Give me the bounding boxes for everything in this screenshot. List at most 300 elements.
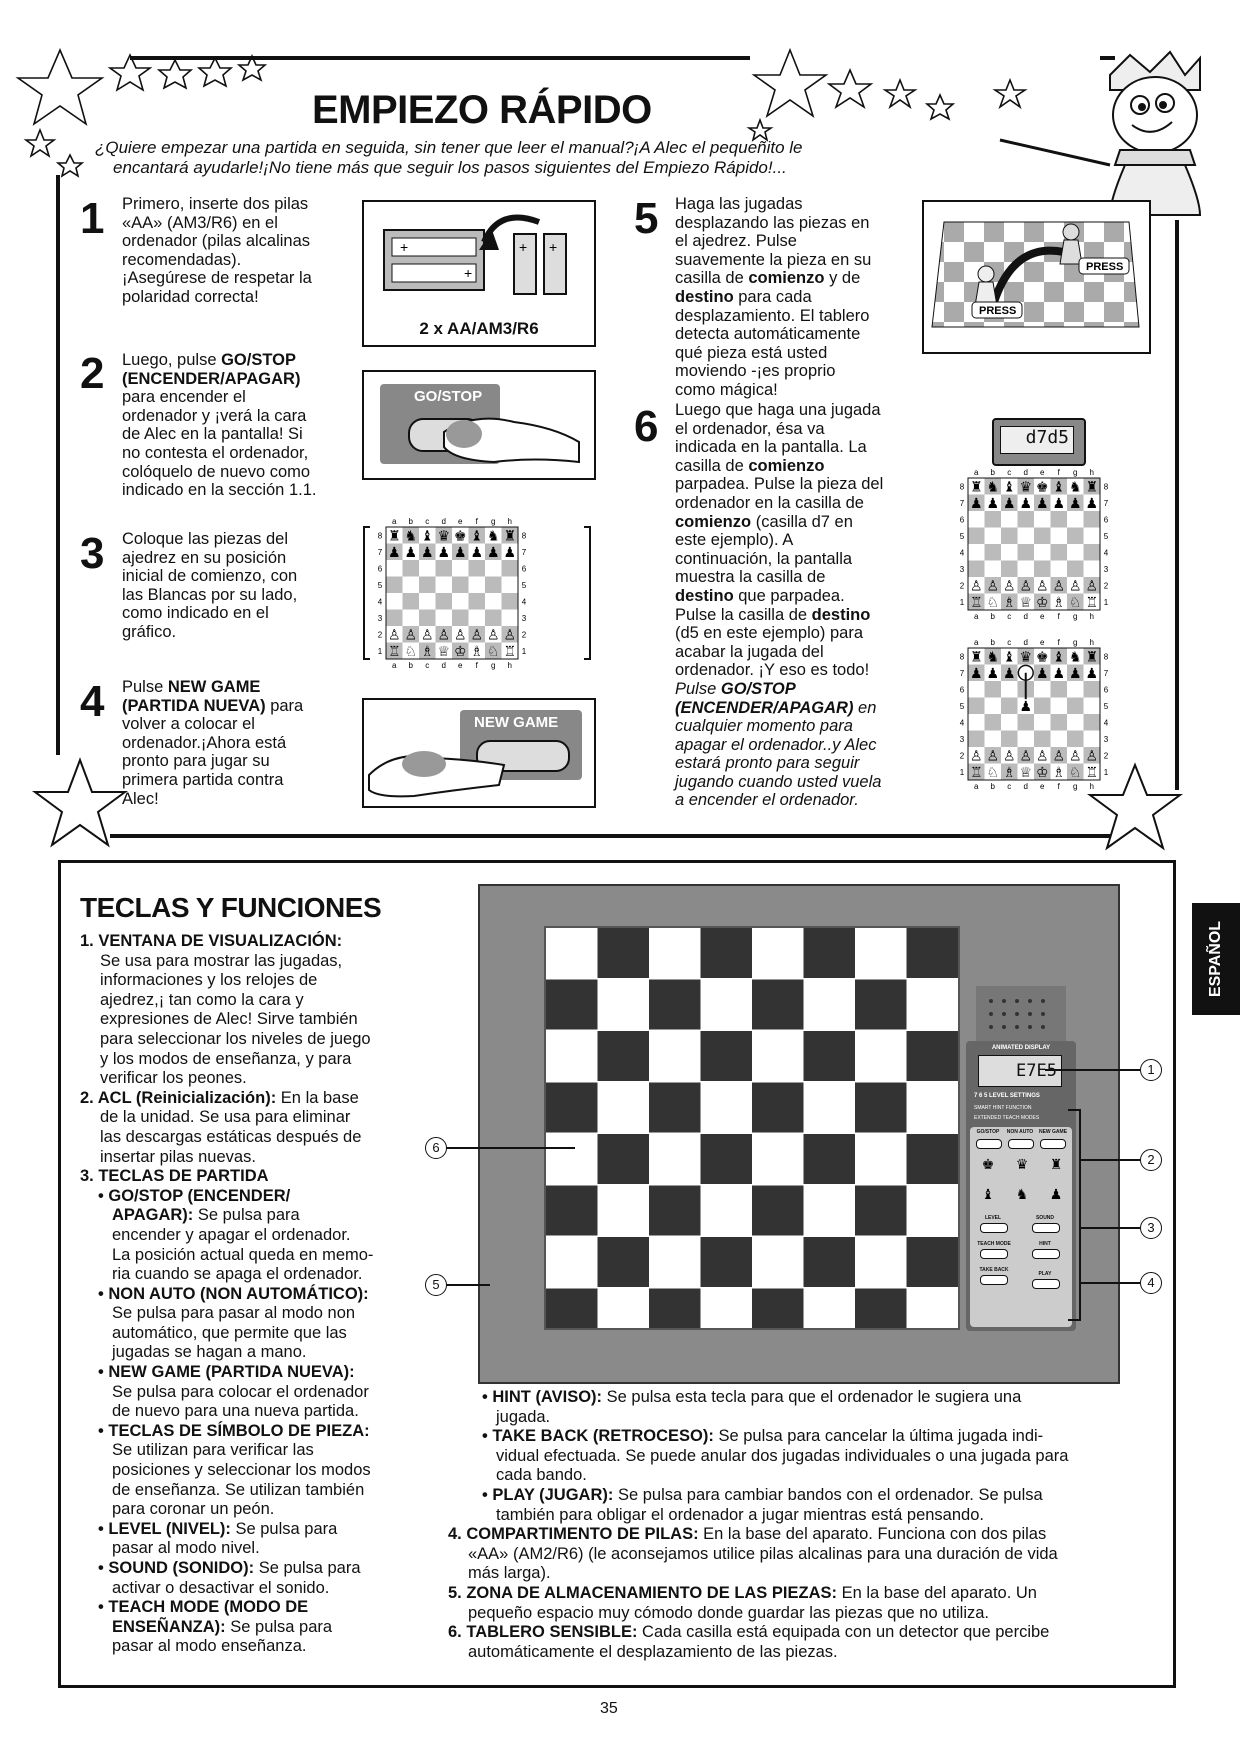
btn-label: PLAY	[1038, 1271, 1052, 1277]
step-line: «AA» (AM3/R6) en el	[122, 213, 278, 232]
chess-piece: ♘	[486, 644, 500, 661]
chess-piece: ♕	[1019, 765, 1033, 782]
step-line: indicado en la sección 1.1.	[122, 481, 317, 500]
btn-label: GO/STOP	[976, 1129, 1000, 1135]
step-5-text	[675, 195, 915, 400]
chess-piece: ♟	[387, 545, 401, 562]
function-line: 3. TECLAS DE PARTIDA	[80, 1167, 269, 1186]
rank-label: 5	[1103, 701, 1109, 711]
step-line: primera partida contra	[122, 770, 284, 789]
function-line: Se utilizan para verificar las	[112, 1441, 314, 1460]
rank-label: 3	[959, 564, 965, 574]
board-square	[1067, 731, 1084, 748]
board-square	[985, 714, 1002, 731]
board-square	[855, 1083, 907, 1133]
step-line: acabar la jugada del	[675, 642, 824, 661]
chess-piece: ♙	[986, 748, 1000, 765]
board-square	[855, 1031, 907, 1081]
board-square	[436, 610, 453, 627]
file-label: h	[507, 661, 512, 670]
sound-button[interactable]	[1032, 1223, 1060, 1233]
board-square	[1084, 528, 1101, 545]
board-square	[419, 577, 436, 594]
board-square	[855, 1289, 907, 1329]
board-square	[804, 980, 856, 1030]
mini-display	[992, 418, 1086, 466]
board-square	[485, 560, 502, 577]
board-square	[502, 577, 519, 594]
board-square	[485, 593, 502, 610]
newgame-label: NEW GAME	[474, 714, 559, 731]
chess-piece: ♙	[1019, 748, 1033, 765]
board-square	[1051, 544, 1068, 561]
function-line: de nuevo para una nueva partida.	[112, 1402, 359, 1421]
board-square	[546, 980, 598, 1030]
board-square	[1018, 561, 1035, 578]
step-line: este ejemplo). A	[675, 531, 794, 550]
step-line: jugando cuando usted vuela	[675, 772, 882, 791]
file-label: d	[1023, 612, 1028, 621]
board-square	[1084, 714, 1101, 731]
function-line: 1. VENTANA DE VISUALIZACIÓN:	[80, 932, 343, 950]
board-square	[469, 577, 486, 594]
file-label: g	[1073, 638, 1078, 647]
board-square	[485, 577, 502, 594]
board-square	[752, 1031, 804, 1081]
step-line: estará pronto para seguir	[675, 754, 860, 773]
file-label: h	[1089, 638, 1094, 647]
step-line: ordenador en la casilla de	[675, 493, 864, 512]
board-square	[502, 610, 519, 627]
board-square	[907, 1134, 959, 1184]
chess-piece: ♖	[1085, 765, 1099, 782]
board-square	[598, 1237, 650, 1287]
step-line: Luego que haga una jugada	[675, 401, 881, 419]
step-line: parpadea. Pulse la pieza del	[675, 475, 884, 494]
step-line: desplazamiento. El tablero	[675, 306, 870, 325]
board-square	[452, 560, 469, 577]
board-square	[1001, 714, 1018, 731]
board-square	[855, 980, 907, 1030]
bishop-icon: ♝	[981, 1187, 995, 1203]
chess-piece: ♙	[486, 627, 500, 644]
file-label: a	[974, 782, 979, 791]
chess-piece: ♖	[969, 765, 983, 782]
board-square	[804, 1237, 856, 1287]
chess-piece: ♗	[1002, 595, 1016, 612]
chess-piece: ♔	[453, 644, 467, 661]
page-title: EMPIEZO RÁPIDO	[312, 88, 652, 132]
chess-piece: ♙	[404, 627, 418, 644]
board-square	[804, 1289, 856, 1329]
board-square	[985, 528, 1002, 545]
board-square	[1051, 681, 1068, 698]
chess-piece: ♟	[969, 666, 983, 683]
rank-label: 8	[521, 531, 527, 541]
rank-label: 8	[1103, 482, 1109, 492]
hand-icon	[434, 402, 584, 472]
chess-piece: ♟	[986, 666, 1000, 683]
board-square	[985, 511, 1002, 528]
svg-text:+: +	[464, 265, 473, 281]
step-number: 1	[80, 194, 105, 243]
play-button[interactable]	[1032, 1279, 1060, 1289]
chess-piece: ♟	[404, 545, 418, 562]
rank-label: 3	[959, 734, 965, 744]
board-square	[598, 980, 650, 1030]
board-square	[701, 1289, 753, 1329]
rank-label: 5	[959, 531, 965, 541]
rank-label: 1	[1103, 767, 1109, 777]
board-square	[701, 928, 753, 978]
chess-piece: ♙	[1068, 748, 1082, 765]
step-line: desplazando las piezas en	[675, 213, 870, 232]
step-line: Primero, inserte dos pilas	[122, 195, 309, 213]
hint-button[interactable]	[1032, 1249, 1060, 1259]
board-square	[968, 511, 985, 528]
board-square	[649, 1134, 701, 1184]
press-label: PRESS	[1086, 261, 1124, 273]
board-square	[1084, 511, 1101, 528]
board-square	[1034, 544, 1051, 561]
file-label: a	[392, 517, 397, 526]
board-square	[752, 1083, 804, 1133]
function-line: de enseñanza. Se utilizan también	[112, 1480, 365, 1499]
btn-label: TEACH MODE	[977, 1241, 1011, 1247]
chess-piece: ♙	[1019, 578, 1033, 595]
board-square	[752, 1134, 804, 1184]
board-square	[502, 560, 519, 577]
step-line: a encender el ordenador.	[675, 791, 859, 810]
board-square	[649, 928, 701, 978]
board-square	[1084, 561, 1101, 578]
callout-5: 5	[425, 1274, 447, 1296]
board-square	[403, 593, 420, 610]
file-label: e	[1040, 638, 1045, 647]
board-square	[1018, 714, 1035, 731]
newgame-illustration	[362, 698, 596, 808]
rank-label: 2	[959, 581, 965, 591]
step-line: para encender el	[122, 388, 246, 407]
step-line: como indicado en el	[122, 604, 269, 623]
function-line: insertar pilas nuevas.	[100, 1147, 256, 1166]
function-line: ENSEÑANZA): Se pulsa para	[112, 1617, 333, 1636]
level-button[interactable]	[980, 1223, 1008, 1233]
chess-piece: ♜	[1085, 479, 1099, 496]
rank-label: 1	[1103, 597, 1109, 607]
display-label: ANIMATED DISPLAY	[991, 1045, 1051, 1051]
step-line: las Blancas por su lado,	[122, 585, 298, 604]
chess-piece: ♗	[470, 644, 484, 661]
chess-piece: ♞	[986, 649, 1000, 666]
file-label: d	[441, 517, 446, 526]
option-label: EXTENDED TEACH MODES	[974, 1115, 1040, 1121]
file-label: g	[491, 661, 496, 670]
file-label: c	[425, 661, 430, 670]
rank-label: 2	[521, 630, 527, 640]
file-label: h	[507, 517, 512, 526]
function-line: • TEACH MODE (MODO DE	[98, 1598, 309, 1617]
board-square	[855, 1237, 907, 1287]
function-line: y los modos de enseñanza, y para	[100, 1049, 352, 1068]
board-square	[386, 560, 403, 577]
file-label: b	[990, 468, 995, 477]
step-line: ordenador y ¡verá la cara	[122, 406, 307, 425]
file-label: b	[990, 782, 995, 791]
btn-label: NON AUTO	[1006, 1129, 1034, 1135]
board-square	[469, 560, 486, 577]
file-label: a	[974, 638, 979, 647]
board-square	[1067, 544, 1084, 561]
chess-piece: ♛	[1019, 649, 1033, 666]
function-line: 6. TABLERO SENSIBLE: Cada casilla está equipada con un detector que percibe	[448, 1623, 1050, 1642]
board-square	[403, 610, 420, 627]
board-square	[1018, 528, 1035, 545]
takeback-button[interactable]	[980, 1275, 1008, 1285]
board-square	[598, 1083, 650, 1133]
file-label: a	[974, 612, 979, 621]
chess-piece: ♝	[1002, 649, 1016, 666]
function-line: • PLAY (JUGAR): Se pulsa para cambiar bandos con el ordenador. Se pulsa	[482, 1485, 1043, 1504]
step-line: qué pieza está usted	[675, 343, 828, 362]
board-square	[546, 1134, 598, 1184]
chess-piece: ♟	[1035, 666, 1049, 683]
file-label: f	[1057, 612, 1060, 621]
chess-piece: ♟	[1052, 666, 1066, 683]
board-square	[419, 593, 436, 610]
step-line: polaridad correcta!	[122, 287, 259, 306]
chess-piece: ♟	[1002, 496, 1016, 513]
chess-piece: ♜	[969, 479, 983, 496]
chess-piece: ♟	[986, 496, 1000, 513]
callout-4: 4	[1140, 1272, 1162, 1294]
step-line: casilla de comienzo y de	[675, 269, 861, 288]
functions-right-list	[448, 1388, 1148, 1662]
function-line: pasar al modo nivel.	[112, 1539, 260, 1558]
file-label: f	[475, 517, 478, 526]
function-line: • TAKE BACK (RETROCESO): Se pulsa para cancelar la última jugada indi-	[482, 1427, 1044, 1446]
chess-piece: ♞	[404, 528, 418, 545]
chess-piece: ♘	[986, 595, 1000, 612]
chess-piece: ♗	[1052, 595, 1066, 612]
chess-piece: ♟	[503, 545, 517, 562]
step-number: 6	[634, 402, 659, 451]
board-square	[855, 928, 907, 978]
king-icon: ♚	[981, 1157, 995, 1173]
file-label: e	[458, 661, 463, 670]
file-label: b	[408, 517, 413, 526]
function-line: más larga).	[468, 1564, 551, 1583]
callout-3: 3	[1140, 1217, 1162, 1239]
function-line: ria cuando se apaga el ordenador.	[112, 1265, 363, 1284]
step-line: Pulse NEW GAME	[122, 678, 261, 696]
newgame-button[interactable]	[1040, 1139, 1066, 1149]
btn-label: LEVEL	[984, 1215, 1002, 1221]
board-square	[985, 731, 1002, 748]
file-label: g	[1073, 612, 1078, 621]
function-line: de la unidad. Se usa para eliminar	[100, 1108, 351, 1127]
intro-line: encantará ayudarle!¡No tiene más que seguir los pasos siguientes del Empiezo Rápido!...	[113, 158, 787, 177]
function-line: Se usa para mostrar las jugadas,	[100, 951, 343, 970]
page-number: 35	[600, 1700, 618, 1717]
board-square	[1034, 731, 1051, 748]
board-square	[485, 610, 502, 627]
board-square	[452, 610, 469, 627]
chess-piece: ♟	[1068, 666, 1082, 683]
board-square	[1051, 698, 1068, 715]
board-square	[546, 1289, 598, 1329]
function-line: • TECLAS DE SÍMBOLO DE PIEZA:	[98, 1421, 370, 1440]
board-square	[1051, 528, 1068, 545]
function-line: APAGAR): Se pulsa para	[112, 1206, 300, 1225]
file-label: h	[1089, 782, 1094, 791]
step-line: (ENCENDER/APAGAR)	[122, 369, 301, 388]
step-line: (PARTIDA NUEVA) para	[122, 696, 304, 715]
file-label: d	[1023, 782, 1028, 791]
step-line: gráfico.	[122, 622, 177, 641]
chess-piece: ♜	[969, 649, 983, 666]
gostop-button[interactable]	[976, 1139, 1002, 1149]
function-line: para coronar un peón.	[112, 1500, 275, 1519]
rank-label: 4	[377, 597, 383, 607]
board-square	[1084, 544, 1101, 561]
board-square	[546, 928, 598, 978]
rank-label: 1	[377, 646, 383, 656]
function-line: 2. ACL (Reinicialización): En la base	[80, 1088, 359, 1107]
chess-computer-device	[478, 884, 1120, 1384]
step-line: inicial de comienzo, con	[122, 567, 298, 586]
chess-piece: ♙	[1085, 748, 1099, 765]
function-line: informaciones y los relojes de	[100, 971, 318, 990]
file-label: c	[1007, 468, 1012, 477]
teach-mode-button[interactable]	[980, 1249, 1008, 1259]
board-square	[1001, 561, 1018, 578]
file-label: f	[475, 661, 478, 670]
board-square	[1034, 528, 1051, 545]
board-square	[907, 980, 959, 1030]
board-square	[546, 1186, 598, 1236]
file-label: d	[1023, 638, 1028, 647]
chess-piece: ♞	[486, 528, 500, 545]
step-line: destino que parpadea.	[675, 586, 845, 605]
chess-piece: ♖	[387, 644, 401, 661]
board-square	[502, 593, 519, 610]
board-square	[968, 544, 985, 561]
board-square	[403, 560, 420, 577]
btn-label: HINT	[1039, 1241, 1051, 1247]
callout-6: 6	[425, 1137, 447, 1159]
big-board-grid	[546, 928, 958, 1328]
chess-piece: ♟	[1085, 666, 1099, 683]
chess-piece: ♚	[1035, 479, 1049, 496]
rank-label: 7	[521, 547, 527, 557]
step-line: (ENCENDER/APAGAR) en	[675, 698, 877, 717]
rank-label: 6	[377, 564, 383, 574]
chess-piece: ♜	[387, 528, 401, 545]
function-line: Se pulsa para colocar el ordenador	[112, 1382, 369, 1401]
chess-piece: ♜	[1085, 649, 1099, 666]
nonauto-button[interactable]	[1008, 1139, 1034, 1149]
board-square	[907, 928, 959, 978]
board-square	[1051, 561, 1068, 578]
svg-text:+: +	[549, 239, 558, 255]
chess-piece: ♟	[1002, 666, 1016, 683]
board-square	[1051, 731, 1068, 748]
hand-icon	[364, 730, 514, 802]
board-square	[436, 593, 453, 610]
file-label: c	[1007, 638, 1012, 647]
storage-panel	[976, 986, 1066, 1046]
function-line: Se pulsa para pasar al modo non	[112, 1304, 356, 1323]
file-label: g	[1073, 782, 1078, 791]
board-square	[1067, 528, 1084, 545]
step-number: 4	[80, 677, 105, 726]
function-line: las descargas estáticas después de	[100, 1127, 362, 1146]
file-label: c	[1007, 612, 1012, 621]
intro-line: ¿Quiere empezar una partida en seguida, sin tener que leer el manual?¡A Alec el pequeñito le	[95, 138, 803, 157]
board-square	[469, 593, 486, 610]
press-illustration	[922, 200, 1151, 354]
board-square	[1034, 511, 1051, 528]
function-line: posiciones y seleccionar los modos	[112, 1461, 371, 1480]
chess-piece: ♟	[1052, 496, 1066, 513]
board-square	[968, 731, 985, 748]
chess-piece: ♙	[470, 627, 484, 644]
rank-label: 5	[377, 580, 383, 590]
board-square	[701, 980, 753, 1030]
chess-piece: ♕	[437, 644, 451, 661]
chess-piece: ♕	[1019, 595, 1033, 612]
chess-piece: ♘	[404, 644, 418, 661]
chess-piece: ♟	[470, 545, 484, 562]
btn-label: NEW GAME	[1038, 1129, 1068, 1135]
step-line: Alec!	[122, 789, 159, 808]
step-2-text	[122, 351, 362, 500]
chess-piece: ♟	[1019, 496, 1033, 513]
option-label: SMART HINT FUNCTION	[974, 1105, 1032, 1111]
chess-piece: ♛	[1019, 479, 1033, 496]
file-label: a	[392, 661, 397, 670]
chess-piece: ♖	[503, 644, 517, 661]
chess-piece: ♟	[1035, 496, 1049, 513]
rank-label: 3	[521, 613, 527, 623]
function-line: para seleccionar los niveles de juego	[100, 1029, 371, 1048]
piece-symbol-keys[interactable]	[974, 1153, 1070, 1207]
board-square	[649, 1237, 701, 1287]
board-square	[419, 560, 436, 577]
rank-label: 2	[377, 630, 383, 640]
board-square	[701, 1237, 753, 1287]
chess-piece: ♝	[1052, 479, 1066, 496]
board-square	[649, 1289, 701, 1329]
board-square	[855, 1186, 907, 1236]
function-line: 5. ZONA DE ALMACENAMIENTO DE LAS PIEZAS: En la base del aparato. Un	[448, 1583, 1037, 1602]
board-square	[985, 544, 1002, 561]
step-4-text	[122, 678, 362, 808]
step-line: no contesta el ordenador,	[122, 443, 309, 462]
step-line: ordenador.¡Ahora está	[122, 733, 287, 752]
step-3-text	[122, 530, 362, 642]
file-label: b	[408, 661, 413, 670]
chess-piece: ♟	[420, 545, 434, 562]
function-line: verificar los peones.	[100, 1069, 247, 1088]
rank-label: 7	[959, 498, 965, 508]
chess-piece: ♟	[453, 545, 467, 562]
press-board-icon	[924, 202, 1149, 352]
file-label: e	[1040, 782, 1045, 791]
intro-text	[95, 138, 915, 178]
rank-label: 8	[377, 531, 383, 541]
